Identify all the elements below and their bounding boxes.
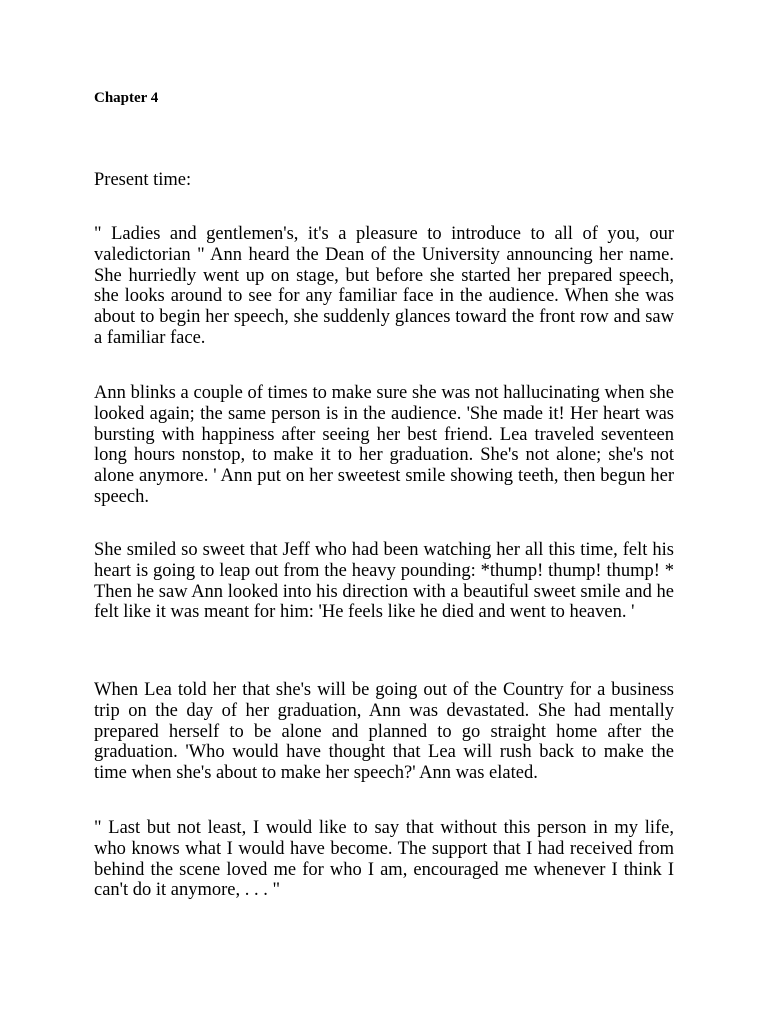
chapter-title: Chapter 4 [94, 90, 159, 106]
section-label: Present time: [94, 170, 192, 190]
paragraph-4: When Lea told her that she's will be going out of the Country for a business trip on the day of her graduation, Ann was devastated. She had mentally prepared herself to be alone and planned to go straight home after the graduation. 'Who would have thought that Lea will rush back to make the time when she's about to make her speech?' Ann was elated. [94, 680, 674, 784]
paragraph-1: " Ladies and gentlemen's, it's a pleasure to introduce to all of you, our valedictorian " Ann heard the Dean of the University announcing her name. She hurriedly went up on stage, but before she started her prepared speech, she looks around to see for any familiar face in the audience. When she was about to begin her speech, she suddenly glances toward the front row and saw a familiar face. [94, 224, 674, 348]
paragraph-5: " Last but not least, I would like to say that without this person in my life, who knows what I would have become. The support that I had received from behind the scene loved me for who I am, encouraged me whenever I think I can't do it anymore, . . . " [94, 818, 674, 901]
paragraph-3: She smiled so sweet that Jeff who had been watching her all this time, felt his heart is going to leap out from the heavy pounding: *thump! thump! thump! * Then he saw Ann looked into his direction with a beautiful sweet smile and he felt like it was meant for him: 'He feels like he died and went to heaven. ' [94, 540, 674, 623]
paragraph-2: Ann blinks a couple of times to make sure she was not hallucinating when she looked again; the same person is in the audience. 'She made it! Her heart was bursting with happiness after seeing her best friend. Lea traveled seventeen long hours nonstop, to make it to her graduation. She's not alone; she's not alone anymore. ' Ann put on her sweetest smile showing teeth, then begun her speech. [94, 383, 674, 507]
